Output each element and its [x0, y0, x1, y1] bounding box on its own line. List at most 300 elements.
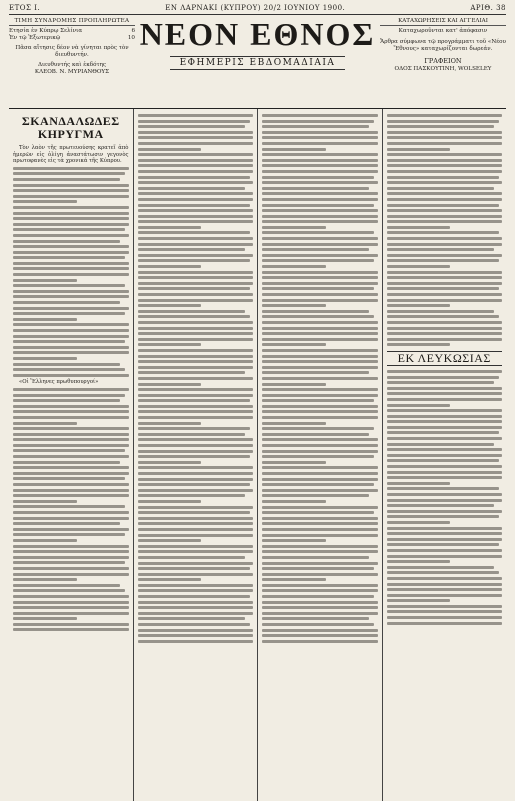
text-line [387, 499, 503, 502]
text-line [262, 405, 378, 408]
text-line [387, 271, 503, 274]
text-line [13, 483, 129, 486]
text-line [138, 433, 245, 436]
text-line [387, 493, 503, 496]
text-line [387, 476, 503, 479]
article-columns [9, 109, 506, 801]
text-line [262, 114, 378, 117]
text-line [262, 198, 378, 201]
text-line [13, 363, 120, 366]
text-line [13, 368, 125, 371]
text-line [13, 617, 77, 620]
text-line [387, 293, 503, 296]
text-line [13, 522, 120, 525]
text-line [387, 231, 499, 234]
text-line [13, 606, 129, 609]
text-line [387, 605, 503, 608]
text-line [138, 131, 254, 134]
text-line [13, 172, 125, 175]
text-line [262, 506, 378, 509]
text-line [262, 640, 378, 643]
text-line [262, 410, 378, 413]
text-line [138, 562, 254, 565]
text-line [138, 360, 254, 363]
text-line [13, 301, 120, 304]
text-line [262, 472, 378, 475]
text-line [138, 500, 202, 503]
text-line [13, 511, 129, 514]
text-line [387, 510, 503, 513]
text-line [387, 381, 494, 384]
text-line [13, 416, 129, 419]
text-line [262, 584, 378, 587]
article-quote: «Οἱ Ἕλληνες πρωθυπουργοί» [19, 379, 99, 386]
text-line [387, 226, 451, 229]
text-line [262, 450, 378, 453]
text-line [138, 164, 254, 167]
text-line [387, 136, 503, 139]
text-line [13, 517, 129, 520]
text-line [387, 237, 503, 240]
text-line [138, 237, 254, 240]
text-line [262, 371, 369, 374]
text-line [138, 355, 254, 358]
text-line [138, 226, 202, 229]
text-line [262, 136, 378, 139]
text-line [13, 533, 125, 536]
text-line [138, 310, 245, 313]
text-line [138, 343, 202, 346]
text-line [262, 310, 369, 313]
text-line [387, 448, 503, 451]
text-line [138, 640, 254, 643]
text-line [138, 293, 254, 296]
text-line [13, 422, 77, 425]
text-line [138, 176, 250, 179]
text-line [138, 215, 254, 218]
text-line [387, 276, 503, 279]
text-line [13, 217, 129, 220]
text-line [262, 455, 374, 458]
text-line [262, 377, 378, 380]
text-line [13, 184, 129, 187]
text-line [387, 204, 499, 207]
text-line [387, 404, 451, 407]
text-line [387, 515, 499, 518]
text-line [138, 466, 254, 469]
advertising-subheader: Καταχωροῦνται κατ' ἀπόφασιν [398, 28, 488, 35]
text-line [138, 589, 254, 592]
text-line [138, 259, 250, 262]
text-line [138, 388, 254, 391]
text-line [138, 254, 254, 257]
text-line [387, 420, 503, 423]
text-line [262, 254, 378, 257]
text-line [138, 136, 254, 139]
text-line [13, 228, 125, 231]
dateline [9, 4, 506, 15]
text-line [13, 223, 129, 226]
advertising-box [376, 18, 506, 108]
article-body [13, 388, 129, 632]
text-line [387, 622, 503, 625]
text-line [138, 125, 245, 128]
text-line [387, 549, 503, 552]
text-line [262, 153, 378, 156]
text-line [13, 388, 129, 391]
text-line [13, 212, 129, 215]
text-line [138, 410, 254, 413]
text-line [262, 612, 378, 615]
text-line [13, 477, 125, 480]
text-line [13, 455, 129, 458]
text-line [387, 504, 494, 507]
text-line [138, 478, 254, 481]
text-line [13, 290, 129, 293]
text-line [13, 195, 129, 198]
subscription-box [9, 18, 139, 108]
text-line [387, 148, 451, 151]
article-body [138, 114, 254, 643]
text-line [262, 125, 369, 128]
text-line [13, 340, 125, 343]
text-line [262, 550, 378, 553]
text-line [138, 405, 254, 408]
text-line [138, 321, 254, 324]
text-line [262, 204, 374, 207]
text-line [262, 589, 378, 592]
text-line [262, 209, 378, 212]
text-line [262, 466, 378, 469]
text-line [138, 550, 254, 553]
column-4 [383, 109, 507, 801]
text-line [262, 629, 378, 632]
place-date: ΕΝ ΛΑΡΝΑΚΙ (ΚΥΠΡΟΥ) 20/2 ΙΟΥΝΙΟΥ 1900. [165, 4, 346, 12]
text-line [262, 187, 369, 190]
text-line [387, 315, 499, 318]
text-line [262, 494, 369, 497]
text-line [13, 346, 129, 349]
text-line [262, 360, 378, 363]
text-line [387, 159, 503, 162]
text-line [138, 383, 202, 386]
office-label: ΓΡΑΦΕΙΟΝ [424, 57, 462, 66]
text-line [138, 394, 254, 397]
text-line [138, 545, 254, 548]
text-line [138, 304, 202, 307]
text-line [138, 578, 202, 581]
subscription-row: Ετησία ἐν Κύπρῳ Σελίνια 6 [9, 27, 135, 34]
text-line [387, 465, 503, 468]
text-line [13, 628, 129, 631]
text-line [387, 426, 503, 429]
text-line [387, 459, 499, 462]
text-line [262, 623, 374, 626]
text-line [262, 634, 378, 637]
text-line [262, 444, 378, 447]
text-line [262, 304, 326, 307]
text-line [138, 377, 254, 380]
text-line [387, 415, 503, 418]
text-line [13, 427, 129, 430]
text-line [387, 370, 503, 373]
text-line [262, 416, 378, 419]
text-line [262, 271, 378, 274]
text-line [262, 349, 378, 352]
text-line [387, 192, 503, 195]
text-line [262, 327, 378, 330]
text-line [262, 483, 374, 486]
text-line [387, 265, 451, 268]
column-2 [134, 109, 259, 801]
text-line [387, 343, 451, 346]
text-line [138, 584, 254, 587]
text-line [138, 198, 254, 201]
text-line [387, 198, 503, 201]
text-line [138, 455, 250, 458]
text-line [262, 433, 369, 436]
text-line [138, 248, 245, 251]
text-line [13, 374, 129, 377]
text-line [13, 561, 125, 564]
text-line [262, 355, 378, 358]
text-line [13, 505, 125, 508]
text-line [138, 522, 254, 525]
text-line [262, 220, 378, 223]
text-line [13, 556, 129, 559]
text-line [138, 332, 254, 335]
text-line [138, 181, 254, 184]
text-line [387, 243, 503, 246]
text-line [262, 282, 378, 285]
text-line [138, 204, 250, 207]
text-line [138, 427, 250, 430]
text-line [138, 153, 254, 156]
text-line [138, 371, 245, 374]
text-line [262, 321, 378, 324]
article-body [13, 167, 129, 377]
text-line [138, 450, 254, 453]
text-line [13, 449, 125, 452]
text-line [138, 444, 254, 447]
text-line [13, 399, 120, 402]
text-line [387, 431, 499, 434]
text-line [13, 279, 77, 282]
text-line [138, 595, 250, 598]
text-line [262, 243, 378, 246]
text-line [387, 310, 494, 313]
text-line [262, 265, 326, 268]
text-line [387, 610, 503, 613]
text-line [262, 562, 378, 565]
text-line [13, 284, 125, 287]
text-line [13, 539, 77, 542]
text-line [262, 489, 378, 492]
text-line [262, 573, 378, 576]
text-line [13, 573, 129, 576]
text-line [13, 578, 77, 581]
text-line [262, 528, 378, 531]
text-line [138, 567, 250, 570]
text-line [262, 478, 378, 481]
text-line [138, 271, 254, 274]
text-line [138, 534, 254, 537]
text-line [387, 588, 503, 591]
text-line [13, 410, 129, 413]
text-line [262, 578, 326, 581]
text-line [262, 343, 326, 346]
text-line [138, 612, 254, 615]
text-line [13, 256, 125, 259]
text-line [262, 534, 378, 537]
text-line [262, 164, 378, 167]
masthead-center [139, 18, 376, 108]
article-body [387, 114, 503, 346]
text-line [262, 215, 378, 218]
text-line [13, 489, 129, 492]
text-line [13, 240, 120, 243]
text-line [387, 583, 503, 586]
text-line [262, 287, 374, 290]
newspaper-title: ΝΕΟΝ ΕΘΝΟΣ [139, 16, 376, 52]
text-line [387, 376, 499, 379]
text-line [138, 170, 254, 173]
text-line [262, 226, 326, 229]
text-line [13, 335, 129, 338]
text-line [138, 120, 250, 123]
text-line [387, 409, 503, 412]
text-line [262, 461, 326, 464]
text-line [13, 494, 129, 497]
director-label: Διευθυντής καὶ ἐκδότης [37, 61, 107, 68]
text-line [13, 545, 129, 548]
text-line [13, 234, 129, 237]
text-line [387, 616, 503, 619]
text-line [387, 471, 503, 474]
text-line [262, 176, 374, 179]
text-line [387, 543, 499, 546]
text-line [262, 595, 374, 598]
text-line [387, 215, 503, 218]
text-line [387, 487, 499, 490]
text-line [262, 237, 378, 240]
text-line [262, 383, 326, 386]
text-line [13, 318, 77, 321]
text-line [13, 189, 129, 192]
text-line [387, 220, 503, 223]
text-line [262, 299, 378, 302]
text-line [13, 433, 129, 436]
text-line [13, 206, 129, 209]
text-line [387, 482, 451, 485]
text-line [138, 299, 254, 302]
text-line [387, 282, 503, 285]
text-line [138, 601, 254, 604]
text-line [262, 366, 378, 369]
text-line [138, 142, 254, 145]
column-3 [258, 109, 383, 801]
text-line [387, 254, 503, 257]
text-line [387, 527, 503, 530]
text-line [13, 472, 129, 475]
text-line [262, 338, 378, 341]
masthead [9, 18, 506, 109]
text-line [387, 532, 503, 535]
text-line [387, 259, 499, 262]
text-line [387, 170, 503, 173]
text-line [13, 307, 129, 310]
text-line [13, 273, 129, 276]
text-line [138, 315, 250, 318]
text-line [387, 153, 503, 156]
text-line [262, 556, 369, 559]
text-line [262, 517, 378, 520]
text-line [387, 181, 503, 184]
text-line [387, 555, 503, 558]
text-line [13, 567, 129, 570]
article-body [262, 114, 378, 643]
text-line [138, 494, 245, 497]
text-line [13, 351, 129, 354]
text-line [387, 566, 494, 569]
text-line [262, 120, 374, 123]
text-line [138, 461, 202, 464]
text-line [262, 248, 369, 251]
director-name: ΚΛΕΟΒ. Ν. ΜΥΡΙΑΝΘΟΥΣ [34, 68, 110, 75]
text-line [262, 617, 369, 620]
text-line [13, 601, 129, 604]
text-line [138, 114, 254, 117]
text-line [13, 329, 129, 332]
text-line [13, 167, 129, 170]
article-intro: Τὸν λαὸν τῆς πρωτευούσης κρατεῖ ἀπὸ ἡμερῶν εἰς ὀλίγη ἀναστάτωσιν γεγονὸς πρωτοφανὲς εἰς τὰ χρονικά τῆς Κύπρου. [13, 145, 129, 165]
text-line [138, 276, 254, 279]
section-headline: ΕΚ ΛΕΥΚΩΣΙΑΣ [387, 351, 503, 366]
text-line [138, 573, 254, 576]
text-line [387, 392, 503, 395]
text-line [13, 251, 129, 254]
text-line [138, 159, 254, 162]
text-line [138, 528, 254, 531]
text-line [387, 142, 503, 145]
text-line [262, 170, 378, 173]
text-line [387, 248, 494, 251]
text-line [138, 366, 254, 369]
text-line [262, 192, 378, 195]
text-line [262, 159, 378, 162]
text-line [387, 164, 503, 167]
text-line [262, 438, 378, 441]
text-line [13, 267, 129, 270]
text-line [262, 293, 378, 296]
text-line [262, 606, 378, 609]
text-line [13, 461, 120, 464]
text-line [138, 287, 250, 290]
text-line [262, 511, 374, 514]
year-label: ΕΤΟΣ Ι. [9, 4, 41, 12]
text-line [387, 594, 503, 597]
text-line [138, 243, 254, 246]
advertising-header: ΚΑΤΑΧΩΡΗΣΕΙΣ ΚΑΙ ΑΓΓΕΛΙΑΙ [380, 18, 506, 26]
text-line [262, 567, 374, 570]
text-line [13, 444, 129, 447]
text-line [262, 388, 378, 391]
text-line [262, 427, 374, 430]
subscription-row: Ἐν τῷ Ἐξωτερικῷ 10 [9, 34, 135, 41]
text-line [138, 192, 254, 195]
text-line [262, 545, 378, 548]
text-line [262, 142, 378, 145]
